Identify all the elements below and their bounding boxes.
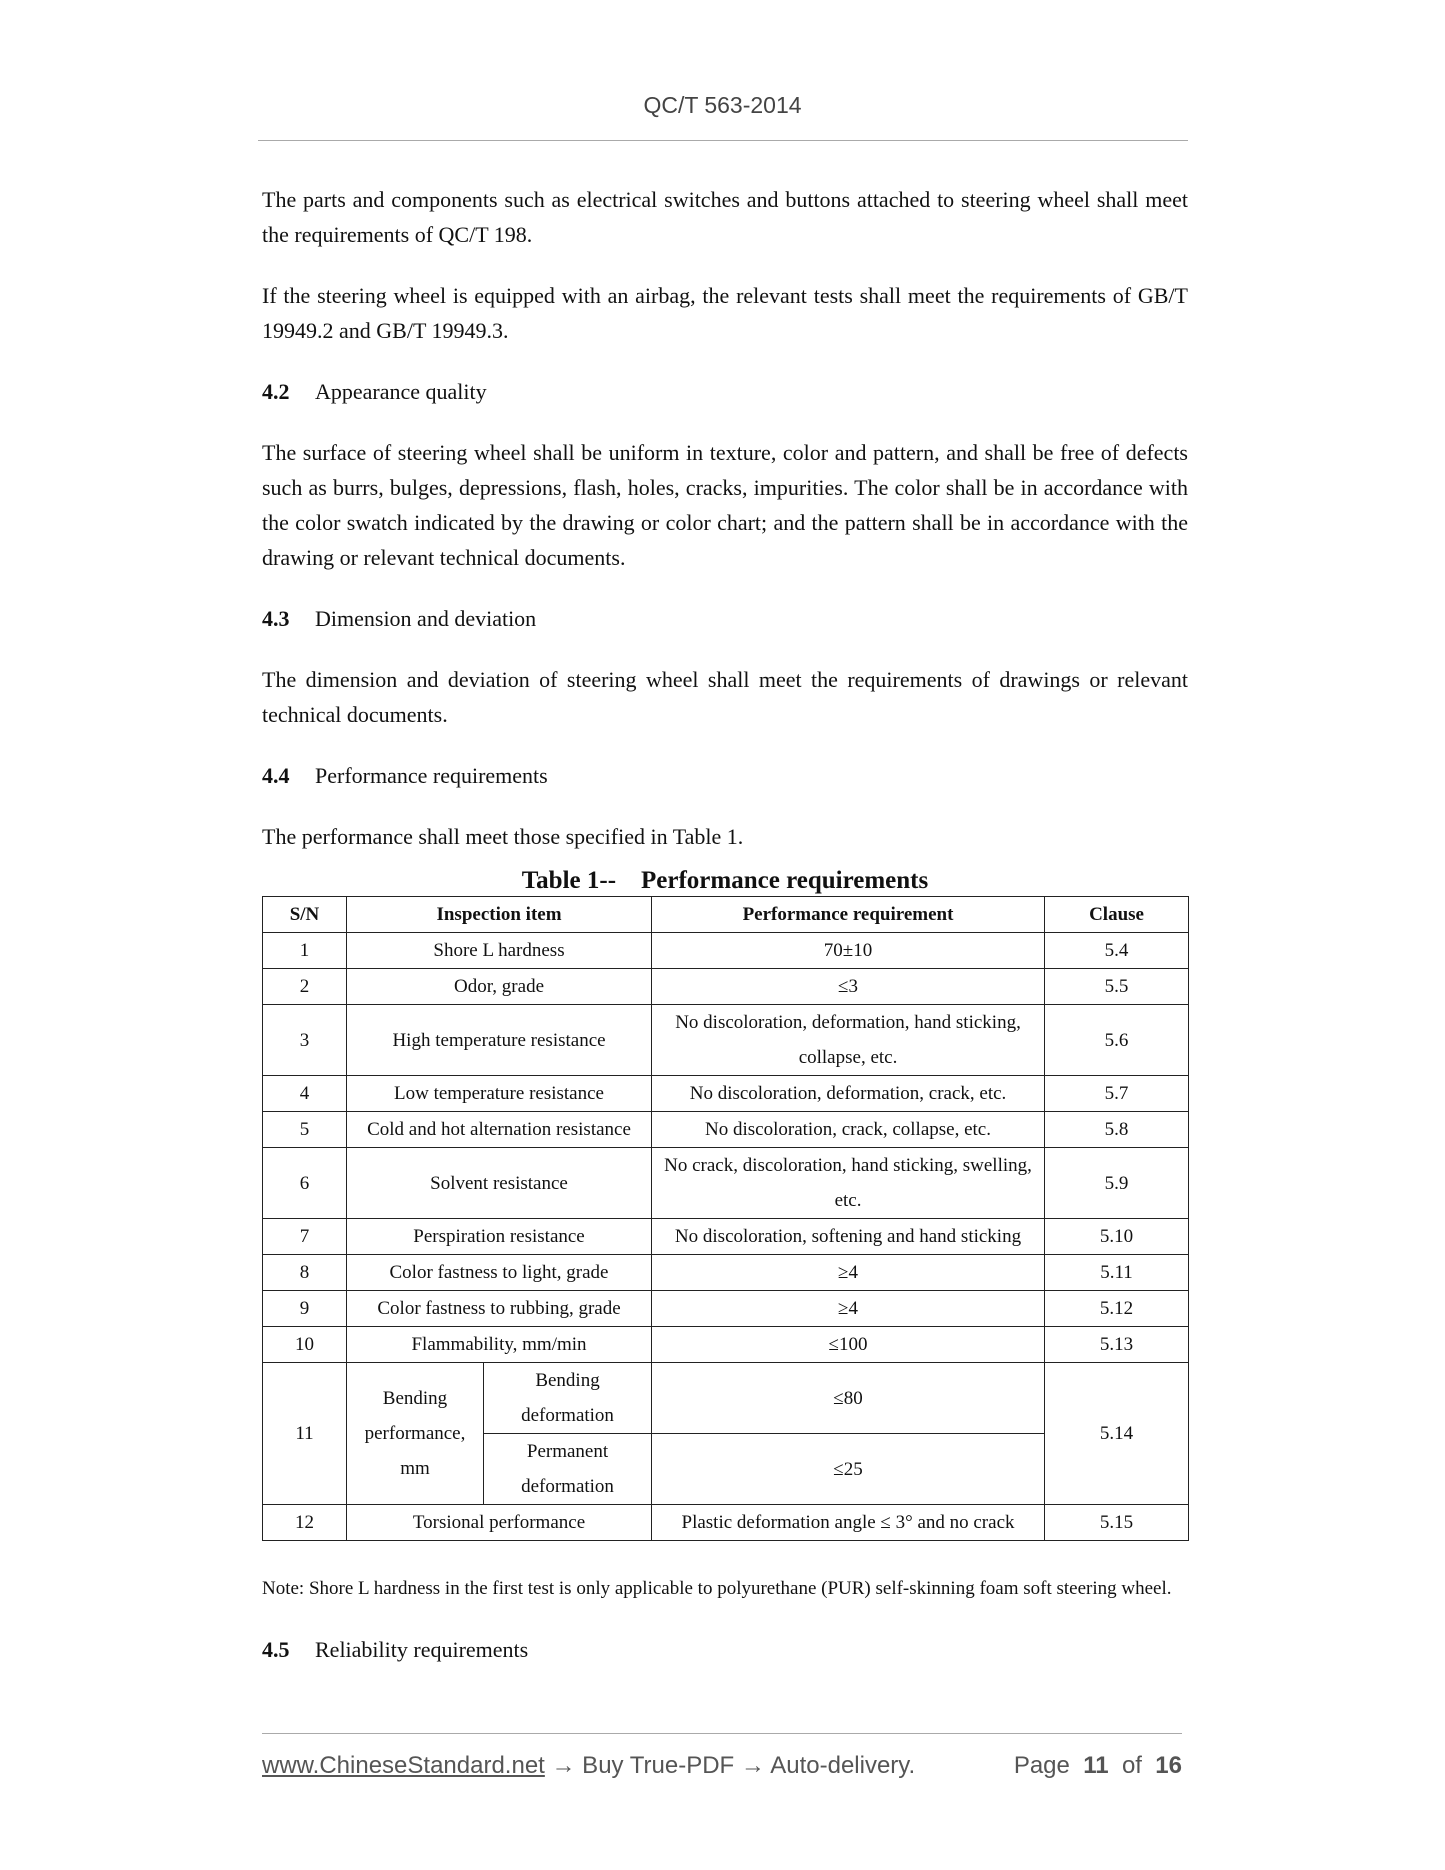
paragraph-airbag: If the steering wheel is equipped with an airbag, the relevant tests shall meet the requirements of GB/T 19949.2 and GB/T 19949.3. [262, 283, 1188, 343]
cell-sn: 7 [263, 1219, 347, 1255]
cell-clause: 5.15 [1045, 1505, 1189, 1541]
cell-inspection-item: Odor, grade [347, 969, 652, 1005]
cell-clause: 5.5 [1045, 969, 1189, 1005]
cell-clause: 5.4 [1045, 933, 1189, 969]
table-header-row [263, 897, 1189, 933]
table-row [263, 1076, 1189, 1112]
header-rule [258, 140, 1188, 141]
cell-clause: 5.12 [1045, 1291, 1189, 1327]
paragraph-appearance: The surface of steering wheel shall be uniform in texture, color and pattern, and shall be free of defects such as burrs, bulges, depressions, flash, holes, cracks, impurities. The color shall be in accordance with the color swatch indicated by the drawing or color chart; and the pattern shall be in accordance with the drawing or relevant technical documents. [262, 440, 1188, 570]
section-heading-4-2 [262, 374, 1188, 409]
cell-clause: 5.11 [1045, 1255, 1189, 1291]
cell-inspection-item: High temperature resistance [347, 1005, 652, 1076]
cell-requirement: No crack, discoloration, hand sticking, swelling, etc. [652, 1148, 1045, 1219]
section-heading-4-3 [262, 601, 1188, 636]
table-row [263, 1005, 1189, 1076]
cell-inspection-item: Color fastness to light, grade [347, 1255, 652, 1291]
cell-requirement: ≥4 [652, 1255, 1045, 1291]
footer-rule [262, 1733, 1182, 1734]
footer-text: → Buy True-PDF → Auto-delivery. [544, 1752, 916, 1779]
cell-sn: 3 [263, 1005, 347, 1076]
cell-inspection-item: Flammability, mm/min [347, 1327, 652, 1363]
cell-requirement: ≥4 [652, 1291, 1045, 1327]
header-inspection-item: Inspection item [347, 897, 652, 933]
header-clause: Clause [1045, 897, 1189, 933]
paragraph-performance: The performance shall meet those specified in Table 1. [262, 824, 744, 849]
cell-sn: 6 [263, 1148, 347, 1219]
cell-sub-item: Bending deformation [484, 1363, 652, 1434]
header-performance-requirement: Performance requirement [652, 897, 1045, 933]
table-row [263, 1505, 1189, 1541]
cell-requirement: ≤3 [652, 969, 1045, 1005]
table-row [263, 1219, 1189, 1255]
table-row [263, 1148, 1189, 1219]
cell-clause: 5.8 [1045, 1112, 1189, 1148]
cell-inspection-item: Shore L hardness [347, 933, 652, 969]
table-row [263, 933, 1189, 969]
cell-sn: 11 [263, 1363, 347, 1505]
table-row [263, 1255, 1189, 1291]
paragraph-dimension: The dimension and deviation of steering wheel shall meet the requirements of drawings or relevant technical documents. [262, 667, 1188, 727]
paragraph-switches: The parts and components such as electrical switches and buttons attached to steering wheel shall meet the requirements of QC/T 198. [262, 187, 1188, 247]
cell-sn: 5 [263, 1112, 347, 1148]
cell-sn: 2 [263, 969, 347, 1005]
cell-requirement: No discoloration, softening and hand sticking [652, 1219, 1045, 1255]
cell-sn: 1 [263, 933, 347, 969]
cell-inspection-item: Cold and hot alternation resistance [347, 1112, 652, 1148]
section-number: 4.4 [262, 763, 290, 788]
section-title: Reliability requirements [315, 1637, 529, 1662]
section-number: 4.2 [262, 379, 290, 404]
cell-sn: 4 [263, 1076, 347, 1112]
cell-inspection-item: Solvent resistance [347, 1148, 652, 1219]
page-number: 11 [1083, 1752, 1109, 1779]
cell-requirement: No discoloration, deformation, hand sticking, collapse, etc. [652, 1005, 1045, 1076]
document-id-header: QC/T 563-2014 [643, 92, 802, 118]
table-row [263, 1112, 1189, 1148]
cell-sn: 9 [263, 1291, 347, 1327]
page-total: 16 [1155, 1752, 1182, 1779]
cell-requirement: ≤100 [652, 1327, 1045, 1363]
page-content [262, 182, 1188, 1693]
performance-table [262, 896, 1189, 1541]
section-heading-4-4 [262, 758, 1188, 793]
website-link[interactable]: www.ChineseStandard.net [262, 1752, 545, 1779]
of-label: of [1121, 1752, 1142, 1779]
page-footer [262, 1752, 1182, 1780]
page-label: Page [1013, 1752, 1070, 1779]
cell-clause: 5.13 [1045, 1327, 1189, 1363]
cell-inspection-item: Perspiration resistance [347, 1219, 652, 1255]
cell-clause: 5.10 [1045, 1219, 1189, 1255]
table-row [263, 969, 1189, 1005]
table-caption: Table 1-- Performance requirements [521, 867, 929, 894]
section-number: 4.5 [262, 1637, 290, 1662]
cell-requirement: ≤80 [652, 1363, 1045, 1434]
page-indicator [1014, 1752, 1182, 1780]
cell-sn: 12 [263, 1505, 347, 1541]
header-sn: S/N [263, 897, 347, 933]
section-title: Appearance quality [315, 379, 487, 404]
table-row [263, 1291, 1189, 1327]
cell-inspection-group: Bending performance, mm [347, 1363, 484, 1505]
table-note: Note: Shore L hardness in the first test is only applicable to polyurethane (PUR) self-skinning foam soft steering wheel. [262, 1578, 1172, 1599]
cell-requirement: 70±10 [652, 933, 1045, 969]
cell-requirement: ≤25 [652, 1434, 1045, 1505]
cell-sn: 10 [263, 1327, 347, 1363]
cell-inspection-item: Torsional performance [347, 1505, 652, 1541]
section-title: Dimension and deviation [315, 606, 537, 631]
section-number: 4.3 [262, 606, 290, 631]
cell-sub-item: Permanent deformation [484, 1434, 652, 1505]
cell-inspection-item: Low temperature resistance [347, 1076, 652, 1112]
table-row [263, 1327, 1189, 1363]
section-heading-4-5 [262, 1632, 1188, 1667]
cell-clause: 5.9 [1045, 1148, 1189, 1219]
cell-clause: 5.14 [1045, 1363, 1189, 1505]
cell-sn: 8 [263, 1255, 347, 1291]
cell-requirement: Plastic deformation angle ≤ 3° and no crack [652, 1505, 1045, 1541]
cell-requirement: No discoloration, deformation, crack, etc. [652, 1076, 1045, 1112]
cell-clause: 5.7 [1045, 1076, 1189, 1112]
cell-requirement: No discoloration, crack, collapse, etc. [652, 1112, 1045, 1148]
table-row [263, 1363, 1189, 1434]
cell-clause: 5.6 [1045, 1005, 1189, 1076]
section-title: Performance requirements [315, 763, 548, 788]
cell-inspection-item: Color fastness to rubbing, grade [347, 1291, 652, 1327]
